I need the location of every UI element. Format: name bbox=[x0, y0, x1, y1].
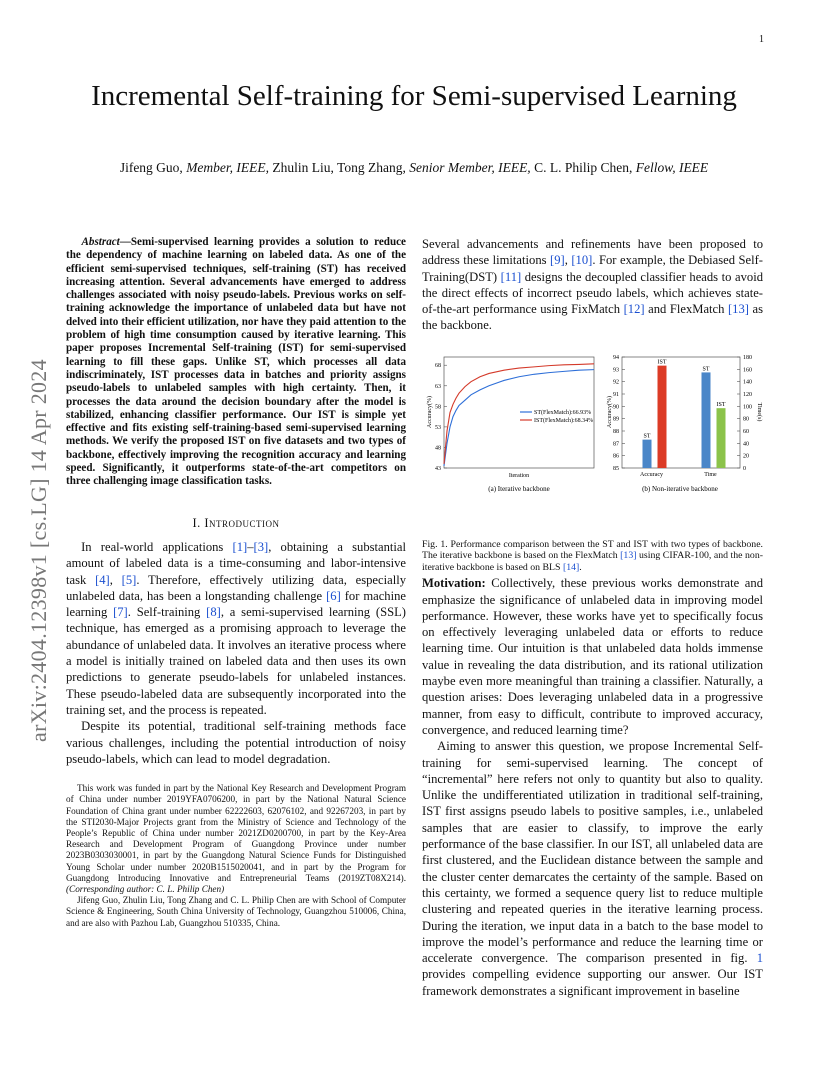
right-y-tick-label: 180 bbox=[743, 354, 752, 361]
citation-link[interactable]: [1] bbox=[232, 539, 248, 554]
citation-link[interactable]: [4] bbox=[95, 572, 110, 587]
chart-caption: (a) Iterative backbone bbox=[488, 484, 550, 493]
right-y-axis-label: Time(s) bbox=[756, 402, 762, 422]
author-name: Jifeng Guo, bbox=[119, 160, 187, 175]
citation-link[interactable]: [13] bbox=[620, 550, 637, 562]
legend-entry: ST(FlexMatch):66.93% bbox=[534, 409, 592, 416]
left-y-tick-label: 92 bbox=[613, 379, 619, 386]
citation-link[interactable]: [11] bbox=[500, 269, 522, 284]
left-column bbox=[66, 236, 406, 929]
bar-st-accuracy bbox=[643, 439, 652, 467]
left-y-tick-label: 85 bbox=[613, 465, 619, 472]
motivation-paragraph bbox=[422, 575, 763, 738]
citation-link[interactable]: [10] bbox=[571, 253, 593, 268]
chart-caption: (b) Non-iterative backbone bbox=[642, 484, 718, 493]
x-category-label: Accuracy bbox=[640, 471, 663, 478]
right-y-tick-label: 80 bbox=[743, 416, 749, 423]
citation-link[interactable]: [5] bbox=[121, 572, 137, 587]
text-run: provides compelling evidence supporting our answer. Our IST framework demonstrates a significant improvement in baseline bbox=[422, 967, 763, 998]
text-run: , bbox=[109, 572, 122, 587]
abstract bbox=[66, 236, 406, 489]
aiming-paragraph bbox=[422, 738, 763, 999]
right-y-tick-label: 100 bbox=[743, 404, 752, 411]
text-run: . Therefore, effectively utilizing data, especially unlabeled data, has been a longstanding challenge bbox=[66, 572, 406, 603]
x-axis-label: Iteration bbox=[508, 472, 530, 479]
right-y-tick-label: 120 bbox=[743, 391, 752, 398]
text-run: – bbox=[247, 539, 254, 554]
affiliation-footnote: Jifeng Guo, Zhulin Liu, Tong Zhang and C. L. Philip Chen are with School of Computer Science & Engineering, South China University of Technology, Guangzhou 510006, China, and are also with Pazhou Lab, Guangzhou 510335, China. bbox=[66, 895, 406, 928]
intro-paragraph-2: Despite its potential, traditional self-training methods face various challenges, including the potential introduction of noisy pseudo-labels, which can lead to model degradation. bbox=[66, 719, 406, 766]
bar-chart-non-iterative bbox=[606, 355, 763, 493]
section-number: I. bbox=[192, 515, 201, 530]
author-name: C. L. Philip Chen, bbox=[530, 160, 636, 175]
bar-label: ST bbox=[643, 433, 651, 440]
funding-footnote bbox=[66, 783, 406, 895]
right-y-tick-label: 20 bbox=[743, 453, 749, 460]
author-name: Zhulin Liu, Tong Zhang, bbox=[269, 160, 410, 175]
figure-reference-link[interactable]: 1 bbox=[756, 951, 763, 966]
citation-link[interactable]: [7] bbox=[113, 605, 128, 620]
legend-entry: IST(FlexMatch):68.34% bbox=[534, 417, 594, 424]
y-tick-label: 43 bbox=[435, 465, 441, 472]
text-run: , obtaining a substantial amount of labeled data is a time-consuming and labor-intensive task bbox=[66, 539, 406, 587]
figure-1 bbox=[422, 354, 763, 529]
funding-text: This work was funded in part by the National Key Research and Development Program of China under number 2019YFA0706200, in part by the National Natural Science Foundation of China grant under number 62222603, 62076102, and 92267203, in part by the STI2030-Major Projects grant from the Ministry of Science and Technology of the People’s Republic of China under number 2021ZD0200700, in part by the Key-Area Research and Development Program of Guangdong Province under number 2023B0303030001, in part by the Guangdong Natural Science Funds for Distinguished Young Scholar under number 2020B1515020041, and in part by the Program for Guangdong Introducing Innovative and Entrepreneurial Teams (2019ZT08X214). bbox=[66, 783, 406, 883]
figure-caption bbox=[422, 539, 763, 574]
y-tick-label: 53 bbox=[435, 424, 441, 431]
left-y-tick-label: 93 bbox=[613, 367, 619, 374]
y-axis-label: Accuracy(%) bbox=[427, 395, 433, 428]
motivation-label: Motivation: bbox=[422, 576, 486, 591]
citation-link[interactable]: [12] bbox=[623, 302, 645, 317]
left-y-tick-label: 89 bbox=[613, 416, 619, 423]
text-run: . bbox=[579, 561, 582, 573]
text-run: designs the decoupled classifier heads to avoid the direct effects of incorrect pseudo labels, which achieves state-of-the-art performance using FixMatch bbox=[422, 269, 763, 317]
right-y-tick-label: 60 bbox=[743, 428, 749, 435]
page-number: 1 bbox=[759, 34, 764, 45]
author-list bbox=[40, 160, 788, 176]
section-title: Introduction bbox=[204, 515, 280, 530]
text-run: Aiming to answer this question, we propose Incremental Self-training for semi-supervised learning. The concept of “incremental” here refers not only to quantity but also to quality. Unlike the undifferentiated utilization in traditional self-training, IST first assigns pseudo labels to positive samples, i.e., unlabeled samples that are easier to classify, to improve the early performance of the base classifier. In our IST, all unlabeled data are first clustered, and the Euclidean distance between the sample and the cluster center demarcates the certainty of the sample. Based on this certainty, we formed a sequence query list to reduce multiple clustering and repeated queries in the iterative learning process. During the iteration, we input data in a batch to the base model to improve the model’s performance and reduce the learning time or accelerate convergence. The comparison presented in fig. bbox=[422, 739, 763, 966]
abstract-text: —Semi-supervised learning provides a solution to reduce the dependency of machine learning on labeled data. As one of the efficient semi-supervised techniques, self-training (ST) has received increasing attention. Several advancements have emerged to address challenges associated with noisy pseudo-labels. Previous works on self-training acknowledge the importance of unlabeled data but have not delved into their efficient utilization, nor have they paid attention to the problem of high time consumption caused by iterative learning. This paper proposes Incremental Self-training (IST) for semi-supervised learning to fill these gaps. Unlike ST, which processes all data indiscriminately, IST processes data in batches and priority assigns pseudo-labels to unlabeled samples with high certainty. Then, it processes the data around the decision boundary after the model is stabilized, enhancing classifier performance. Our IST is simple yet effective and fits existing self-training-based semi-supervised learning methods. We verify the proposed IST on five datasets and two types of backbone, effectively improving the recognition accuracy and learning speed. Significantly, it outperforms state-of-the-art competitors on three challenging image classification tasks. bbox=[66, 236, 406, 488]
text-run: using CIFAR-100, and the non-iterative backbone is based on BLS bbox=[422, 550, 763, 573]
text-run: for machine learning bbox=[66, 588, 406, 620]
text-run: , bbox=[564, 253, 572, 268]
right-y-tick-label: 0 bbox=[743, 465, 746, 472]
figure-1-charts bbox=[422, 354, 763, 529]
x-category-label: Time bbox=[704, 471, 717, 478]
y-tick-label: 58 bbox=[435, 404, 441, 411]
left-y-axis-label: Accuracy(%) bbox=[607, 395, 613, 428]
right-y-tick-label: 40 bbox=[743, 441, 749, 448]
citation-link[interactable]: [8] bbox=[206, 605, 221, 620]
paper-title: Incremental Self-training for Semi-supervised Learning bbox=[91, 80, 737, 112]
text-run: Several advancements and refinements have been proposed to address these limitations bbox=[422, 237, 763, 268]
citation-link[interactable]: [6] bbox=[326, 588, 341, 603]
intro-paragraph-1 bbox=[66, 539, 406, 718]
citation-link[interactable]: [14] bbox=[562, 561, 580, 573]
left-y-tick-label: 91 bbox=[613, 391, 619, 398]
bar-label: ST bbox=[702, 366, 710, 373]
left-y-tick-label: 87 bbox=[613, 441, 619, 448]
author-role: Fellow, IEEE bbox=[635, 160, 709, 175]
arxiv-stamp[interactable]: arXiv:2404.12398v1 [cs.LG] 14 Apr 2024 bbox=[26, 359, 51, 742]
text-run: , a semi-supervised learning (SSL) technique, has emerged as a promising approach to leverage the abundance of unlabeled data. It involves an iterative process where a model is initially trained on labeled data and then uses its own predictions to generate pseudo-labels for unlabeled instances. These pseudo-labeled data are subsequently incorporated into the training set, and the process is repeated. bbox=[66, 605, 406, 717]
left-y-tick-label: 88 bbox=[613, 428, 619, 435]
text-run: Fig. 1. Performance comparison between the ST and IST with two types of backbone. The iterative backbone is based on the FlexMatch bbox=[422, 538, 763, 562]
left-y-tick-label: 94 bbox=[613, 354, 619, 361]
bar-label: IST bbox=[716, 401, 726, 408]
bar-ist-accuracy bbox=[658, 365, 667, 467]
author-role: Member, IEEE, bbox=[186, 160, 270, 175]
y-tick-label: 63 bbox=[435, 383, 441, 390]
bar-label: IST bbox=[657, 359, 667, 366]
text-run: . For example, the Debiased Self-Training(DST) bbox=[422, 253, 764, 284]
abstract-label: Abstract bbox=[81, 236, 120, 248]
author-role: Senior Member, IEEE, bbox=[409, 160, 531, 175]
text-run: . Self-training bbox=[127, 605, 207, 620]
right-column bbox=[422, 236, 763, 999]
bar-ist-time bbox=[717, 408, 726, 468]
text-run: and FlexMatch bbox=[644, 302, 728, 317]
citation-link[interactable]: [3] bbox=[253, 539, 269, 554]
y-tick-label: 68 bbox=[435, 363, 441, 370]
text-run: In real-world applications bbox=[81, 539, 233, 554]
bar-st-time bbox=[702, 372, 711, 468]
text-run: as the backbone. bbox=[422, 302, 764, 333]
text-run: Collectively, these previous works demonstrate and emphasize the significance of unlabeled data in improving model performance. However, these works have yet to specifically focus on effectively leveraging unlabeled data or efforts to reduce learning time. Our intuition is that unlabeled data holds immense value in revealing the data distribution, and its rational utilization maybe even more meaningful than training a classifier. Naturally, a question arises: Does leveraging unlabeled data in a progressive manner, from easy to difficult, contribute to improved accuracy, convergence, and reduced learning time? bbox=[422, 576, 763, 737]
section-heading-introduction bbox=[66, 515, 406, 531]
corresponding-author: (Corresponding author: C. L. Philip Chen) bbox=[66, 883, 225, 894]
y-tick-label: 48 bbox=[435, 445, 441, 452]
left-y-tick-label: 90 bbox=[613, 404, 619, 411]
line-chart-iterative bbox=[426, 357, 594, 493]
right-y-tick-label: 140 bbox=[743, 379, 752, 386]
left-y-tick-label: 86 bbox=[613, 453, 619, 460]
citation-link[interactable]: [13] bbox=[727, 302, 749, 317]
related-work-paragraph bbox=[422, 236, 763, 334]
right-y-tick-label: 160 bbox=[743, 367, 752, 374]
citation-link[interactable]: [9] bbox=[550, 253, 565, 268]
